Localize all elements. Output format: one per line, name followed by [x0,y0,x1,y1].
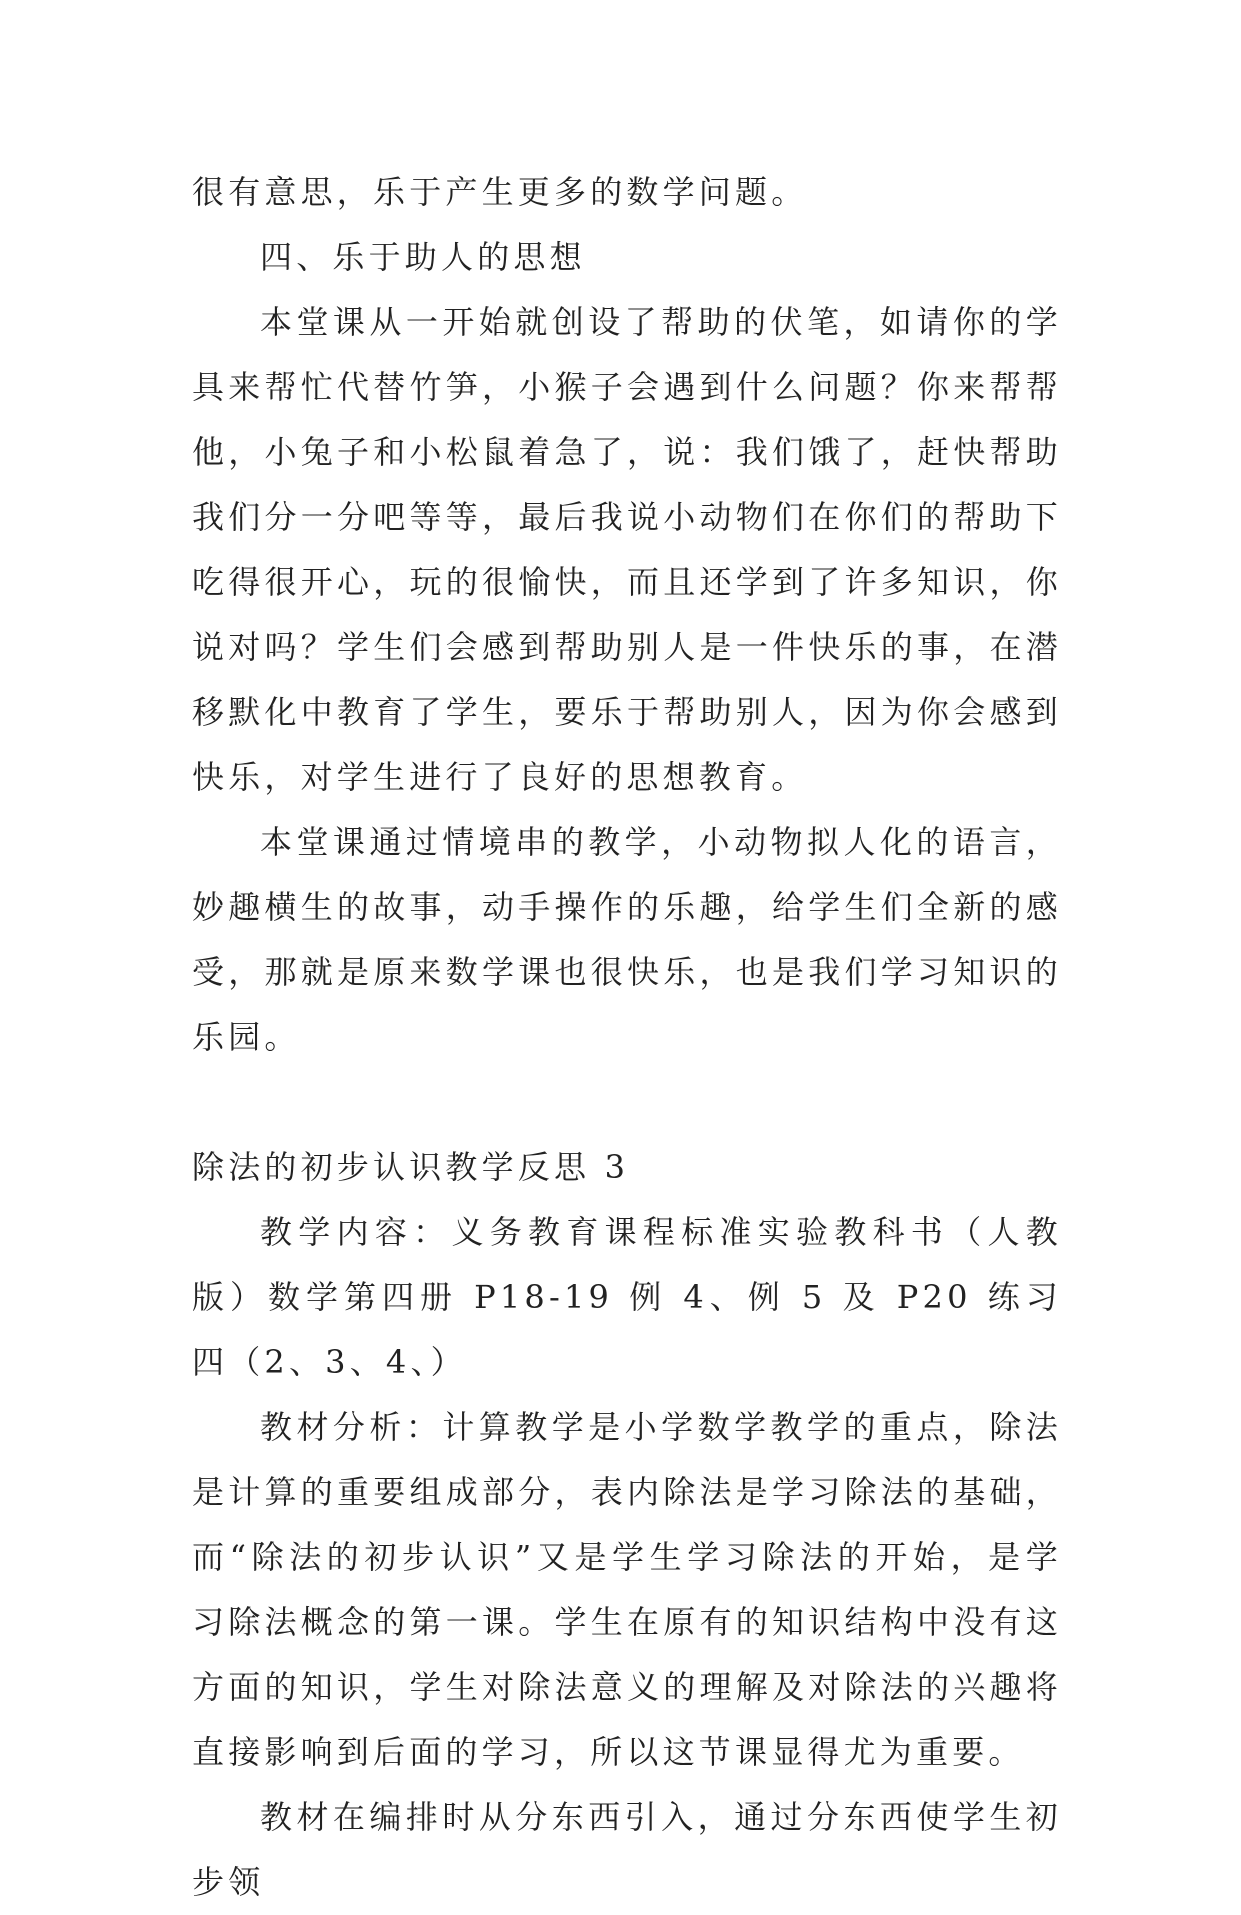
paragraph-material-arrangement: 教材在编排时从分东西引入，通过分东西使学生初步领 [192,1798,1062,1901]
paragraph-heading-helping: 四、乐于助人的思想 [260,238,586,276]
paragraph-summary: 本堂课通过情境串的教学，小动物拟人化的语言，妙趣横生的故事，动手操作的乐趣，给学生们全新的感受，那就是原来数学课也很快乐，也是我们学习知识的乐园。 [192,823,1062,1056]
document-page [192,160,1062,1915]
section-title: 除法的初步认识教学反思 3 [192,1148,630,1186]
section-spacer [192,1070,1062,1135]
paragraph-material-analysis: 教材分析：计算教学是小学数学教学的重点，除法是计算的重要组成部分，表内除法是学习除法的基础，而“除法的初步认识”又是学生学习除法的开始，是学习除法概念的第一课。学生在原有的知识结构中没有这方面的知识，学生对除法意义的理解及对除法的兴趣将直接影响到后面的学习，所以这节课显得尤为重要。 [192,1408,1062,1771]
paragraph-teaching-content: 教学内容：义务教育课程标准实验教科书（人教版）数学第四册 P18-19 例 4、例 5 及 P20 练习四（2、3、4、） [192,1213,1062,1381]
paragraph-continuation: 很有意思，乐于产生更多的数学问题。 [192,173,808,211]
paragraph-helping-body: 本堂课从一开始就创设了帮助的伏笔，如请你的学具来帮忙代替竹笋，小猴子会遇到什么问题？你来帮帮他，小兔子和小松鼠着急了，说：我们饿了，赶快帮助我们分一分吧等等，最后我说小动物们在你们的帮助下吃得很开心，玩的很愉快，而且还学到了许多知识，你说对吗？学生们会感到帮助别人是一件快乐的事，在潜移默化中教育了学生，要乐于帮助别人，因为你会感到快乐，对学生进行了良好的思想教育。 [192,303,1062,796]
